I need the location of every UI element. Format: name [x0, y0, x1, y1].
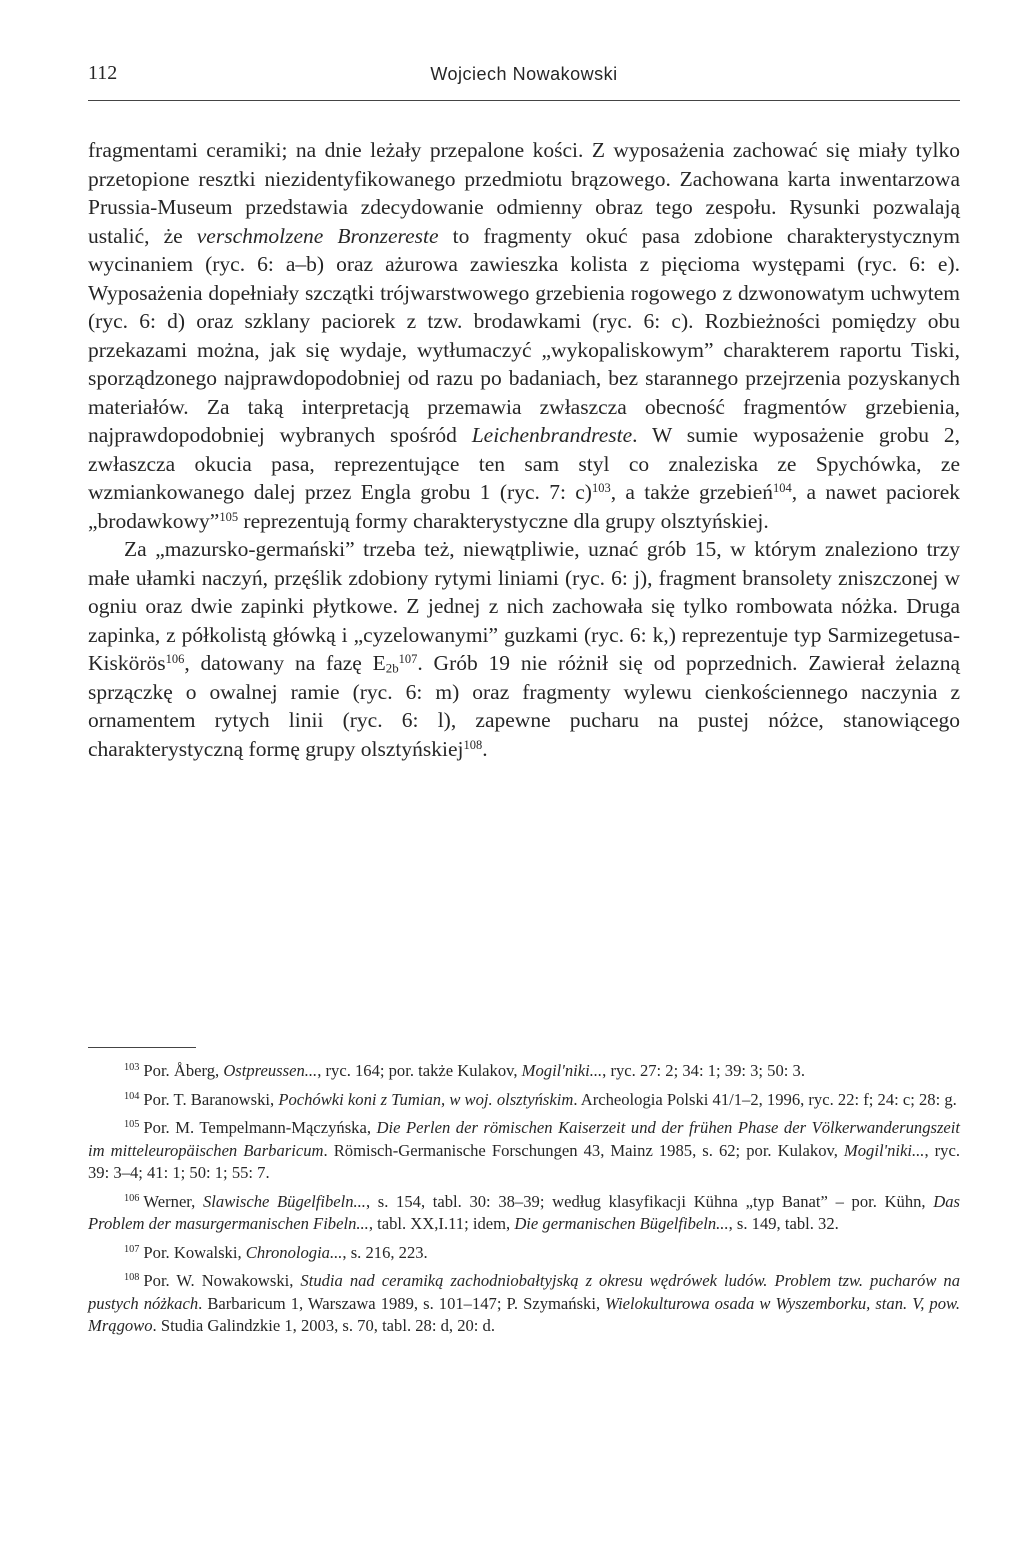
text-span: reprezentują formy charakterystyczne dla grupy olsztyńskiej. — [238, 508, 769, 533]
italic-term: verschmolzene Bronzereste — [196, 223, 439, 248]
citation-title: Chronologia... — [245, 1242, 343, 1262]
citation-title: Pochówki koni z Tumian, w woj. olsztyńskim — [278, 1089, 574, 1109]
page-number: 112 — [88, 62, 118, 84]
text-span: . Archeologia Polski 41/1–2, 1996, ryc. 22: f; 24: c; 28: g. — [573, 1089, 957, 1109]
text-span: to fragmenty okuć pasa zdobione charakterystycznym wycinaniem (ryc. 6: a–b) oraz ażurowa zawieszka kolista z pięcioma występami (ryc. 6: e). Wyposażenia dopełniały szczątki trójwarstwowego grzebienia rogowego z dzwonowatym uchwytem (ryc. 6: d) oraz szklany paciorek z tzw. brodawkami (ryc. 6: c). Rozbieżności pomiędzy obu przekazami można, jak się wydaje, wytłumaczyć „wykopaliskowym” charakterem raportu Tiski, sporządzonego najprawdopodobniej od razu po badaniach, bez starannego przejrzenia pozyskanych materiałów. Za taką interpretacją przemawia zwłaszcza obecność fragmentów grzebienia, najprawdopodobniej wybranych spośród — [88, 223, 960, 447]
text-span: , ryc. 39: 3–4; 41: 1; 50: 1; 55: 7. — [88, 1140, 960, 1182]
italic-term: Leichenbrandreste — [471, 423, 633, 447]
text-span: . Römisch-Germanische Forschungen 43, Mainz 1985, s. 62; por. Kulakov, — [323, 1140, 844, 1160]
footnotes — [88, 1060, 960, 1344]
citation-title: Das Problem der masurgermanischen Fibeln... — [88, 1191, 960, 1233]
phase-subscript: 2b — [385, 661, 399, 676]
text-span: Za „mazursko-germański” trzeba też, niewątpliwie, uznać grób 15, w którym znaleziono trzy małe ułamki naczyń, przęślik zdobiony rytymi liniami (ryc. 6: j), fragment bransolety zniszczonej w ogniu oraz dwie zapinki płytkowe. Z jednej z nich zachowała się tylko rombowata nóżka. Druga zapinka, z półkolistą główką i „cyzelowanymi” guzkami (ryc. 6: k,) reprezentuje typ Sarmizegetusa-Kiskörös — [88, 537, 960, 675]
footnote-ref[interactable]: 105 — [219, 509, 239, 524]
text-span: Por. T. Baranowski, — [143, 1089, 279, 1109]
text-span: , a także grzebień — [610, 480, 774, 504]
text-span: , a nawet paciorek „brodawkowy” — [88, 480, 961, 533]
body-text — [88, 136, 960, 763]
footnote-105 — [88, 1117, 960, 1185]
text-span: , s. 154, tabl. 30: 38–39; według klasyfikacji Kühna „typ Banat” – por. Kühn, — [365, 1191, 934, 1211]
text-span: Werner, — [143, 1191, 203, 1211]
text-span: . W sumie wyposażenie grobu 2, zwłaszcza okucia pasa, reprezentujące ten sam styl co znaleziska ze Spychówka, ze wzmiankowanego dalej przez Engla grobu 1 (ryc. 7: c) — [88, 423, 960, 504]
footnote-divider — [88, 1047, 196, 1048]
footnote-ref[interactable]: 107 — [398, 652, 418, 667]
text-span: , datowany na fazę E — [184, 651, 386, 675]
citation-title: Wielokulturowa osada w Wyszemborku, stan. V, pow. Mrągowo — [88, 1293, 960, 1335]
text-span: , s. 149, tabl. 32. — [728, 1214, 839, 1233]
footnote-number: 103 — [124, 1062, 140, 1074]
footnote-number: 105 — [124, 1119, 140, 1131]
footnote-103 — [88, 1060, 960, 1083]
running-head: Wojciech Nowakowski — [430, 64, 618, 84]
paragraph-2 — [88, 535, 960, 763]
text-span: Por. Kowalski, — [143, 1242, 246, 1262]
footnote-number: 107 — [124, 1243, 140, 1255]
text-span: Por. M. Tempelmann-Mączyńska, — [143, 1118, 377, 1137]
footnote-ref[interactable]: 108 — [463, 737, 483, 752]
text-span: , ryc. 27: 2; 34: 1; 39: 3; 50: 3. — [602, 1061, 805, 1080]
footnote-number: 108 — [124, 1272, 140, 1284]
text-span: . Barbaricum 1, Warszawa 1989, s. 101–147; P. Szymański, — [198, 1293, 606, 1313]
footnote-107 — [88, 1242, 960, 1265]
footnote-number: 106 — [124, 1192, 140, 1204]
footnote-ref[interactable]: 106 — [165, 652, 185, 667]
text-span: . Studia Galindzkie 1, 2003, s. 70, tabl. 28: d, 20: d. — [152, 1316, 495, 1335]
citation-title: Studia nad ceramiką zachodniobałtyjską z okresu wędrówek ludów. Problem tzw. pucharów na pustych nóżkach — [88, 1271, 960, 1313]
footnote-106 — [88, 1191, 960, 1236]
text-span: Por. Åberg, — [143, 1061, 224, 1080]
citation-title: Mogil'niki... — [843, 1140, 925, 1160]
paragraph-1 — [88, 136, 960, 535]
page-header — [88, 62, 960, 101]
footnote-ref[interactable]: 104 — [773, 481, 792, 496]
text-span: fragmentami ceramiki; na dnie leżały przepalone kości. Z wyposażenia zachować się miały tylko przetopione resztki niezidentyfikowanego przedmiotu brązowego. Zachowana karta inwentarzowa Prussia-Museum przedstawia zdecydowanie odmienny obraz tego zespołu. Rysunki pozwalają ustalić, że — [88, 138, 960, 248]
citation-title: Slawische Bügelfibeln... — [202, 1191, 366, 1211]
footnote-ref[interactable]: 103 — [591, 481, 611, 496]
text-span: Por. W. Nowakowski, — [143, 1271, 301, 1290]
footnote-number: 104 — [124, 1090, 140, 1102]
footnote-108 — [88, 1270, 960, 1338]
text-span: . — [482, 736, 488, 761]
citation-title: Die germanischen Bügelfibeln... — [514, 1214, 729, 1233]
text-span: , s. 216, 223. — [342, 1242, 428, 1262]
footnote-104 — [88, 1089, 960, 1112]
text-span: . Grób 19 nie różnił się od poprzednich. Zawierał żelazną sprzączkę o owalnej ramie (ryc. 6: m) oraz fragmenty wylewu cienkościennego naczynia z ornamentem rytych linii (ryc. 6: l), zapewne pucharu na pustej nóżce, stanowiącego charakterystyczną formę grupy olsztyńskiej — [88, 651, 960, 761]
citation-title: Die Perlen der römischen Kaiserzeit und der frühen Phase der Völkerwanderungszeit im mitteleuropäischen Barbaricum — [88, 1118, 960, 1160]
citation-title: Mogil'niki... — [521, 1061, 603, 1080]
text-span: , ryc. 164; por. także Kulakov, — [317, 1061, 522, 1080]
citation-title: Ostpreussen... — [223, 1061, 318, 1080]
text-span: , tabl. XX,I.11; idem, — [368, 1214, 515, 1233]
